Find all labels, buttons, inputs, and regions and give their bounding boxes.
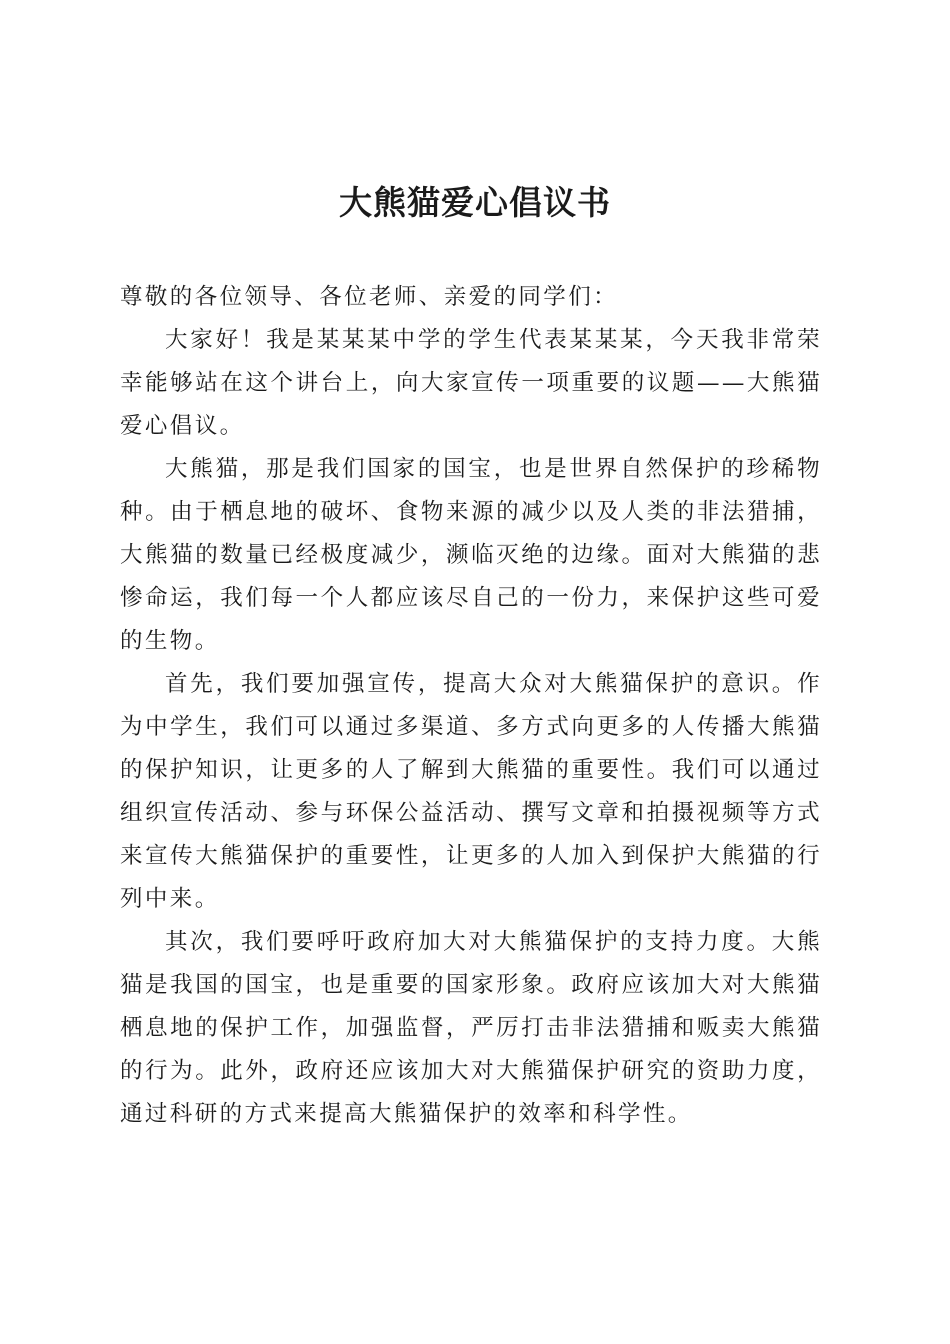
salutation: 尊敬的各位领导、各位老师、亲爱的同学们： [120,284,619,310]
paragraph-greeting: 大家好！我是某某某中学的学生代表某某某，今天我非常荣幸能够站在这个讲台上，向大家宣传一项重要的议题——大熊猫爱心倡议。 [120,327,822,439]
document-body [120,276,822,1136]
paragraph-panda-status: 大熊猫，那是我们国家的国宝，也是世界自然保护的珍稀物种。由于栖息地的破坏、食物来源的减少以及人类的非法猎捕，大熊猫的数量已经极度减少，濒临灭绝的边缘。面对大熊猫的悲惨命运，我们每一个人都应该尽自己的一份力，来保护这些可爱的生物。 [120,456,822,654]
paragraph-government-support: 其次，我们要呼吁政府加大对大熊猫保护的支持力度。大熊猫是我国的国宝，也是重要的国家形象。政府应该加大对大熊猫栖息地的保护工作，加强监督，严厉打击非法猎捕和贩卖大熊猫的行为。此外，政府还应该加大对大熊猫保护研究的资助力度，通过科研的方式来提高大熊猫保护的效率和科学性。 [120,929,822,1127]
paragraph-publicity: 首先，我们要加强宣传，提高大众对大熊猫保护的意识。作为中学生，我们可以通过多渠道、多方式向更多的人传播大熊猫的保护知识，让更多的人了解到大熊猫的重要性。我们可以通过组织宣传活动、参与环保公益活动、撰写文章和拍摄视频等方式来宣传大熊猫保护的重要性，让更多的人加入到保护大熊猫的行列中来。 [120,671,822,912]
document-title: 大熊猫爱心倡议书 [339,183,611,222]
